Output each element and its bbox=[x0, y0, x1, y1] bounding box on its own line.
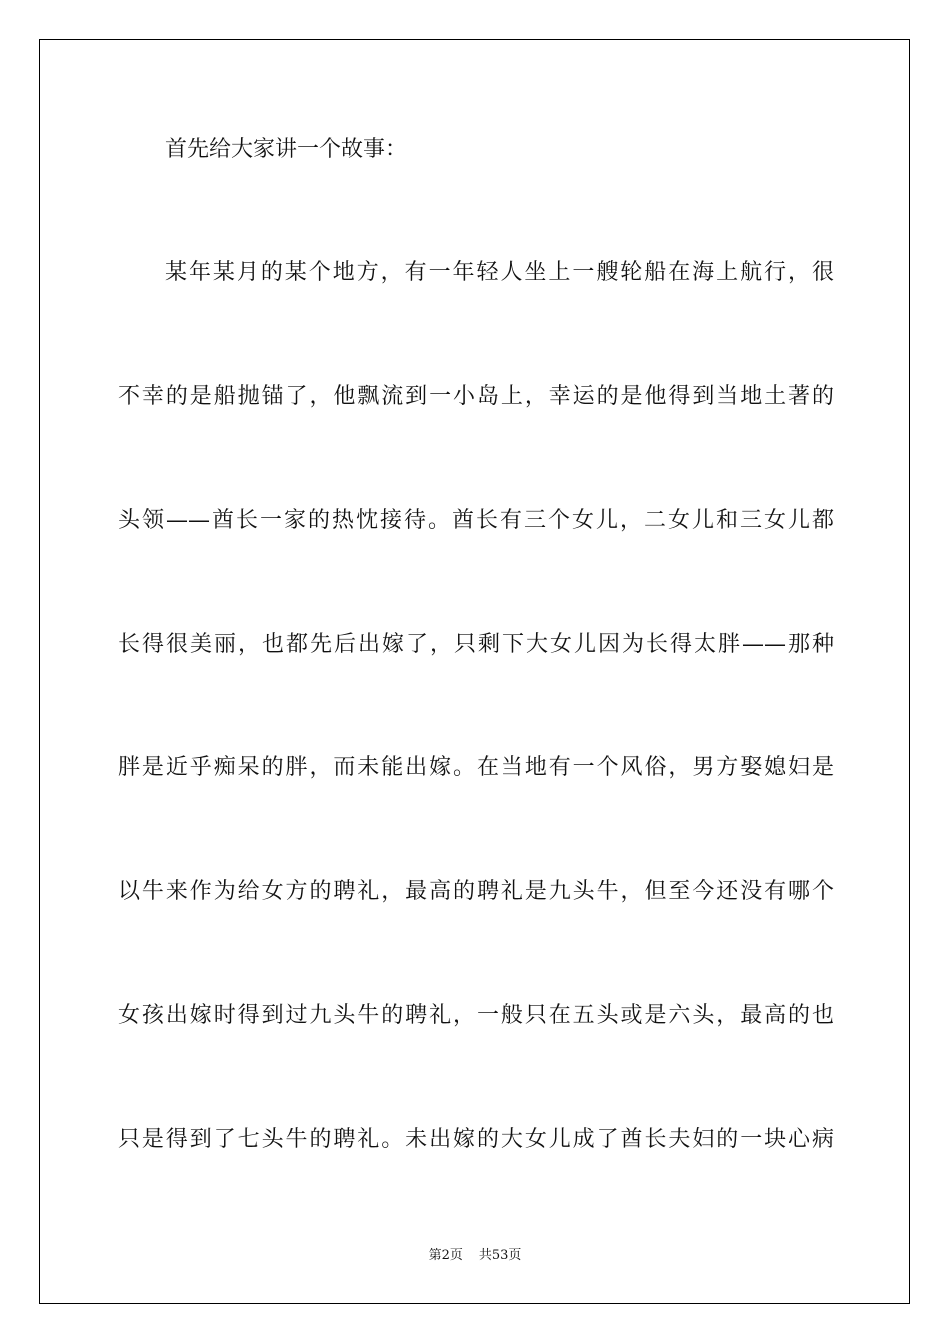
paragraph-line-9: 只是得到了七头牛的聘礼。未出嫁的大女儿成了酋长夫妇的一块心病 bbox=[118, 1127, 834, 1152]
paragraph-line-4: 头领——酋长一家的热忱接待。酋长有三个女儿，二女儿和三女儿都 bbox=[118, 508, 834, 533]
paragraph-line-6: 胖是近乎痴呆的胖，而未能出嫁。在当地有一个风俗，男方娶媳妇是 bbox=[118, 755, 834, 780]
page-frame bbox=[39, 39, 910, 1304]
paragraph-line-3: 不幸的是船抛锚了，他飘流到一小岛上，幸运的是他得到当地土著的 bbox=[118, 384, 834, 409]
page-number: 第2页 bbox=[428, 1248, 463, 1263]
paragraph-line-1: 首先给大家讲一个故事： bbox=[165, 137, 408, 162]
page-footer bbox=[0, 1246, 950, 1266]
page-total: 共53页 bbox=[478, 1248, 522, 1263]
paragraph-line-5: 长得很美丽，也都先后出嫁了，只剩下大女儿因为长得太胖——那种 bbox=[118, 632, 834, 657]
paragraph-line-2: 某年某月的某个地方，有一年轻人坐上一艘轮船在海上航行，很 bbox=[165, 260, 834, 285]
paragraph-line-7: 以牛来作为给女方的聘礼，最高的聘礼是九头牛，但至今还没有哪个 bbox=[118, 879, 834, 904]
paragraph-line-8: 女孩出嫁时得到过九头牛的聘礼，一般只在五头或是六头，最高的也 bbox=[118, 1003, 834, 1028]
